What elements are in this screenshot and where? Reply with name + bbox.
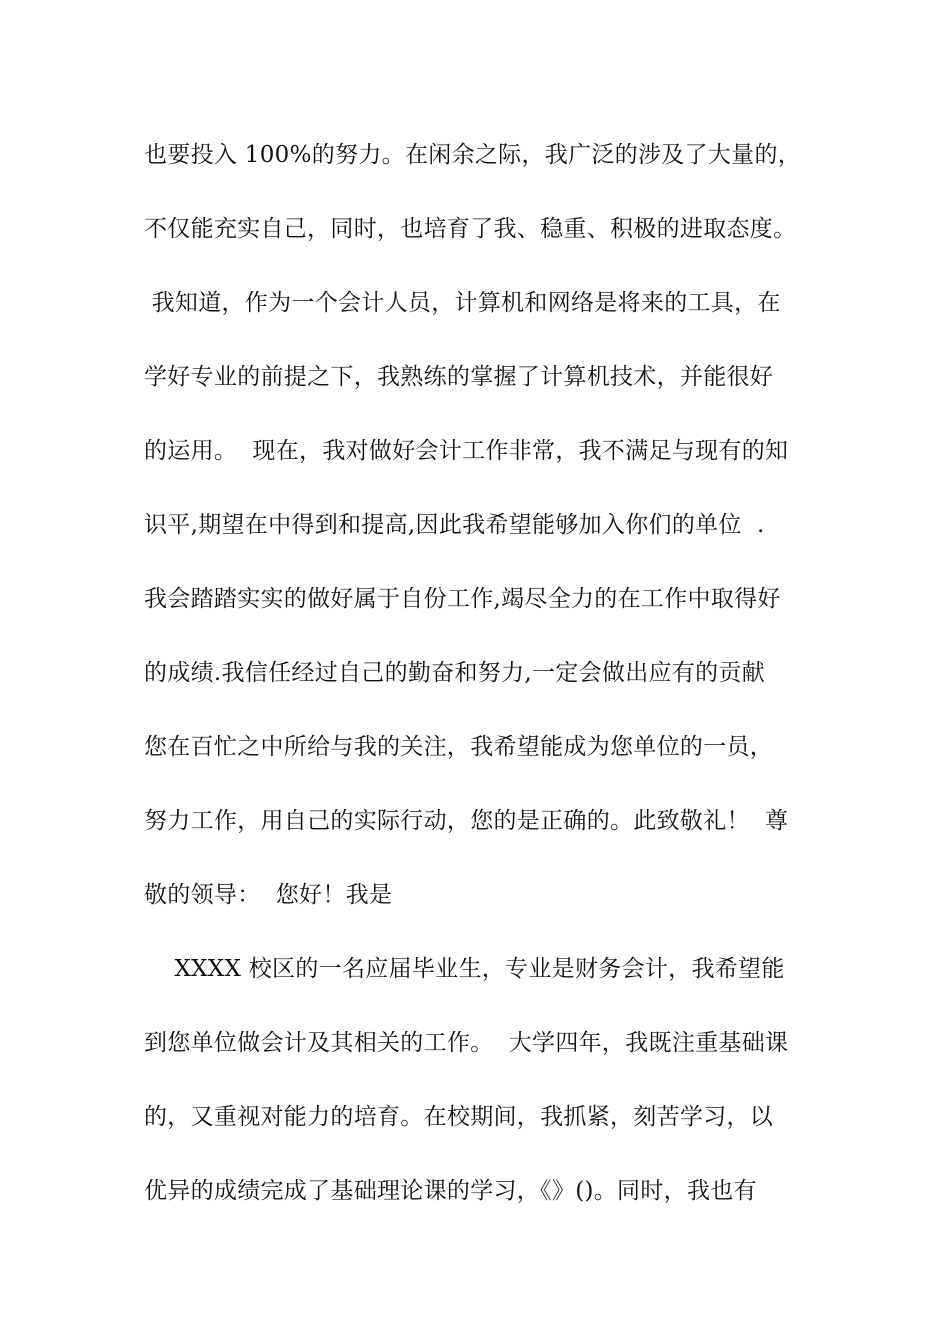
text-line: 我知道，作为一个会计人员，计算机和网络是将来的工具，在 xyxy=(144,290,781,316)
text-line: 敬的领导： 您好！我是 xyxy=(144,882,393,908)
text-line: 学好专业的前提之下，我熟练的掌握了计算机技术，并能很好 xyxy=(144,364,774,390)
text-line: XXXX 校区的一名应届毕业生，专业是财务会计，我希望能 xyxy=(144,956,785,982)
text-line: 的，又重视对能力的培育。在校期间，我抓紧，刻苦学习，以 xyxy=(144,1104,774,1130)
text-line: 我会踏踏实实的做好属于自份工作,竭尽全力的在工作中取得好 xyxy=(144,586,781,612)
text-line: 您在百忙之中所给与我的关注，我希望能成为您单位的一员， xyxy=(144,734,774,760)
text-line: 识平,期望在中得到和提高,因此我希望能够加入你们的单位 . xyxy=(144,512,765,538)
text-line: 的运用。 现在，我对做好会计工作非常，我不满足与现有的知 xyxy=(144,438,789,464)
text-line: 不仅能充实自己，同时，也培育了我、稳重、积极的进取态度。 xyxy=(144,216,797,242)
text-line: 到您单位做会计及其相关的工作。 大学四年，我既注重基础课 xyxy=(144,1030,789,1056)
text-line: 也要投入 100%的努力。在闲余之际，我广泛的涉及了大量的， xyxy=(144,142,802,168)
text-line: 的成绩.我信任经过自己的勤奋和努力,一定会做出应有的贡献 xyxy=(144,660,766,686)
text-line: 优异的成绩完成了基础理论课的学习，《》()。同时，我也有 xyxy=(144,1178,757,1204)
text-line: 努力工作，用自己的实际行动，您的是正确的。此致敬礼！ 尊 xyxy=(144,808,789,834)
